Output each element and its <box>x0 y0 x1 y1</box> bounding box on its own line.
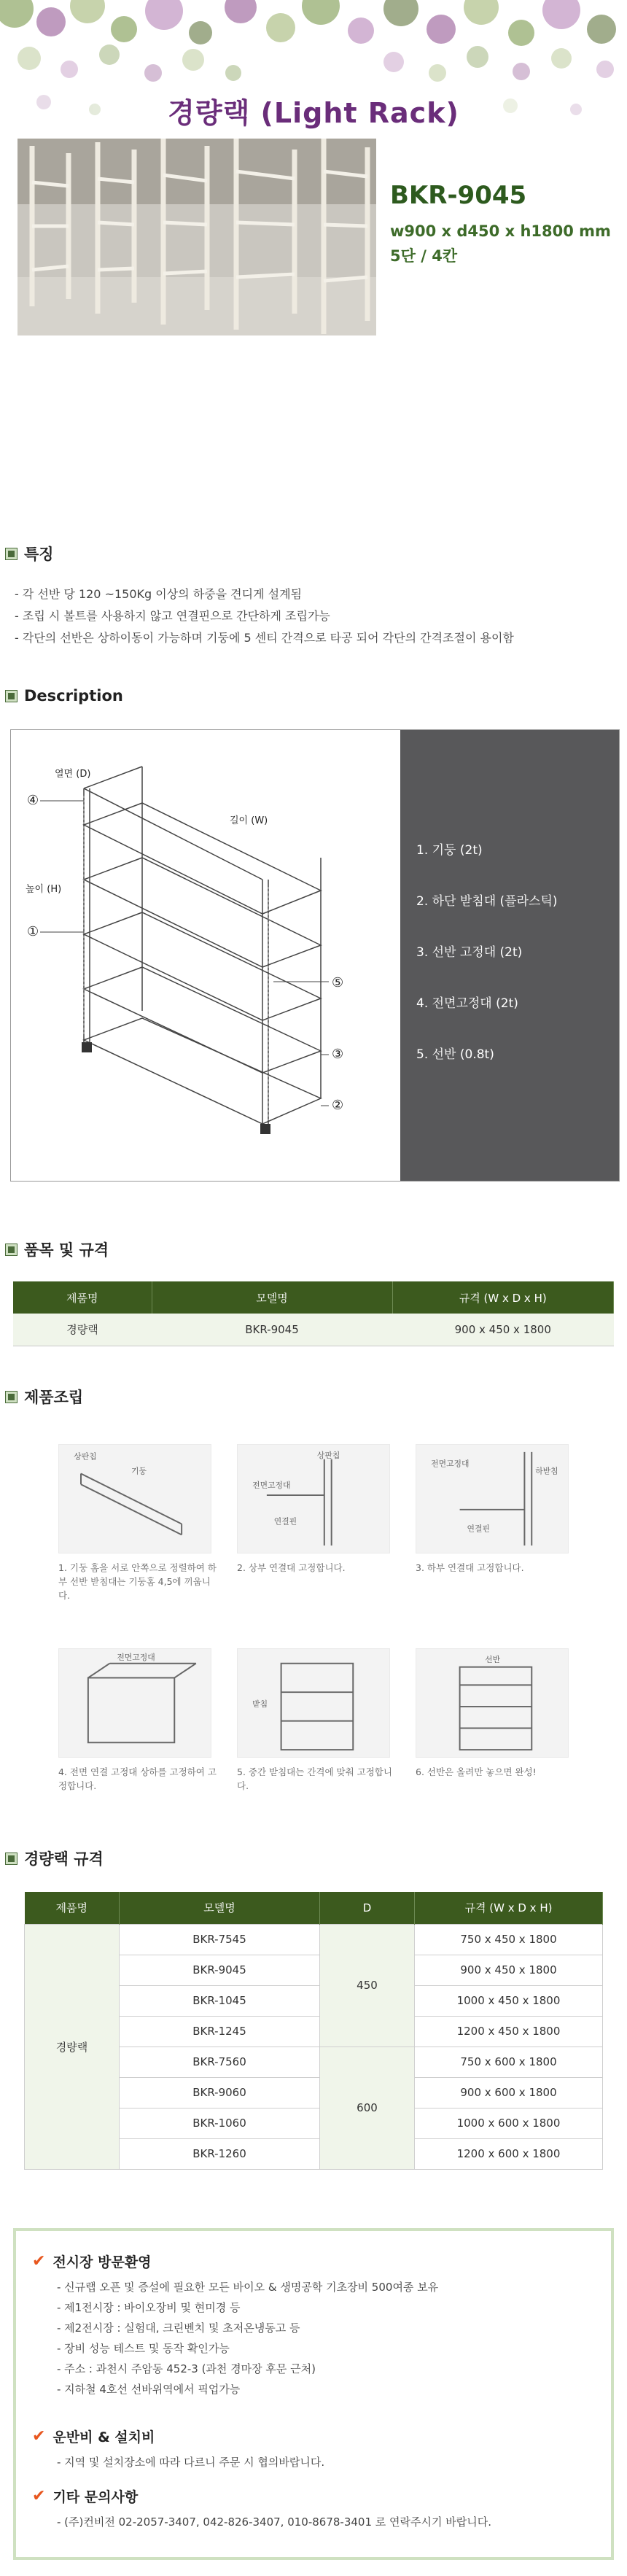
check-icon: ✔ <box>32 2486 46 2505</box>
assembly-illustration <box>416 1648 569 1758</box>
part-item: 5. 선반 (0.8t) <box>416 1047 494 1062</box>
section-title: 경량랙 규격 <box>24 1850 104 1868</box>
part-item: 4. 전면고정대 (2t) <box>416 996 518 1011</box>
column-header: 제품명 <box>25 1892 120 1924</box>
table-cell: 900 x 450 x 1800 <box>392 1314 614 1346</box>
svg-text:상판칩: 상판칩 <box>74 1451 97 1462</box>
assembly-caption: 2. 상부 연결대 고정합니다. <box>237 1562 346 1573</box>
svg-text:상판칩: 상판칩 <box>316 1450 340 1460</box>
marker-3: ③ <box>332 1047 344 1062</box>
column-header: D <box>320 1892 415 1924</box>
info-line: - 지역 및 설치장소에 따라 다르니 주문 시 협의바랍니다. <box>57 2456 325 2469</box>
info-line: - 제1전시장 : 바이오장비 및 현미경 등 <box>57 2301 241 2314</box>
product-dimensions: w900 x d450 x h1800 mm <box>390 222 611 240</box>
product-cell: 경량랙 <box>25 1924 120 2169</box>
marker-4: ④ <box>27 793 39 808</box>
svg-text:전면고정대: 전면고정대 <box>431 1459 470 1469</box>
square-bullet-icon <box>6 548 17 559</box>
info-section-showroom <box>32 2251 438 2400</box>
section-description <box>6 687 123 705</box>
features-list <box>15 583 514 649</box>
table-row <box>13 1314 614 1346</box>
product-tiers: 5단 / 4칸 <box>390 247 458 265</box>
svg-text:기둥: 기둥 <box>131 1466 147 1476</box>
label-height: 높이 (H) <box>26 884 62 895</box>
svg-text:받침: 받침 <box>252 1699 268 1709</box>
section-spec <box>6 1238 109 1260</box>
svg-text:선반: 선반 <box>485 1654 501 1664</box>
model-cell: BKR-9060 <box>120 2077 320 2108</box>
label-depth: 열면 (D) <box>55 769 91 780</box>
label-width: 길이 (W) <box>230 815 268 826</box>
square-bullet-icon <box>6 1244 17 1255</box>
page-title: 경량랙 (Light Rack) <box>168 97 459 129</box>
assembly-illustration <box>58 1444 211 1553</box>
part-item: 3. 선반 고정대 (2t) <box>416 945 523 960</box>
model-cell: BKR-7545 <box>120 1924 320 1955</box>
size-cell: 900 x 600 x 1800 <box>415 2077 603 2108</box>
svg-text:연결핀: 연결핀 <box>467 1524 490 1534</box>
rack-drawing <box>11 730 397 1181</box>
part-item: 2. 하단 받침대 (플라스틱) <box>416 894 558 909</box>
column-header: 제품명 <box>13 1281 152 1314</box>
info-line: - 장비 성능 테스트 및 동작 확인가능 <box>57 2342 230 2355</box>
spec-table <box>13 1281 614 1346</box>
marker-5: ⑤ <box>332 975 344 990</box>
model-cell: BKR-1060 <box>120 2108 320 2138</box>
svg-text:하받침: 하받침 <box>535 1466 558 1476</box>
section-title: 특징 <box>24 546 54 563</box>
assembly-caption: 1. 기둥 홈을 서로 안쪽으로 정렬하여 하부 선반 받침대는 기둥홈 4,5에 끼웁니다. <box>58 1562 217 1601</box>
square-bullet-icon <box>6 691 17 702</box>
assembly-caption: 4. 전면 연결 고정대 상하를 고정하여 고정합니다. <box>58 1766 217 1791</box>
feature-line: - 조립 시 볼트를 사용하지 않고 연결핀으로 간단하게 조립가능 <box>15 609 330 623</box>
assembly-step <box>237 1444 397 1575</box>
assembly-illustration <box>416 1444 569 1553</box>
model-cell: BKR-1045 <box>120 1985 320 2016</box>
column-header: 모델명 <box>152 1281 392 1314</box>
rack-diagram <box>11 730 397 1181</box>
shelving-photo <box>17 139 376 335</box>
marker-1: ① <box>27 924 39 939</box>
size-cell: 750 x 450 x 1800 <box>415 1924 603 1955</box>
marker-2: ② <box>332 1098 344 1113</box>
info-title: 전시장 방문환영 <box>52 2254 152 2270</box>
depth-cell: 600 <box>320 2047 415 2169</box>
assembly-illustration <box>237 1648 390 1758</box>
table-row <box>25 1924 603 1955</box>
column-header: 규격 (W x D x H) <box>415 1892 603 1924</box>
assembly-step <box>237 1648 397 1793</box>
square-bullet-icon <box>6 1853 17 1864</box>
square-bullet-icon <box>6 1392 17 1403</box>
size-cell: 1200 x 450 x 1800 <box>415 2016 603 2047</box>
check-icon: ✔ <box>32 2426 46 2445</box>
svg-text:전면고정대: 전면고정대 <box>252 1481 291 1491</box>
info-title: 운반비 & 설치비 <box>52 2429 155 2445</box>
parts-list <box>400 730 619 1181</box>
column-header: 모델명 <box>120 1892 320 1924</box>
section-features <box>6 543 54 565</box>
info-line: - 신규랩 오픈 및 증설에 필요한 모든 바이오 & 생명공학 기초장비 500여종 보유 <box>57 2281 439 2294</box>
check-icon: ✔ <box>32 2251 46 2270</box>
size-cell: 1000 x 600 x 1800 <box>415 2108 603 2138</box>
size-cell: 900 x 450 x 1800 <box>415 1955 603 1985</box>
svg-text:연결핀: 연결핀 <box>273 1516 297 1526</box>
part-item: 1. 기둥 (2t) <box>416 843 483 858</box>
assembly-caption: 5. 중간 받침대는 간격에 맞춰 고정합니다. <box>237 1766 392 1791</box>
feature-line: - 각 선반 당 120 ~150Kg 이상의 하중을 견디게 설계됨 <box>15 587 302 601</box>
info-section-contact <box>32 2486 491 2532</box>
size-cell: 1200 x 600 x 1800 <box>415 2138 603 2169</box>
assembly-step <box>58 1648 219 1793</box>
product-code: BKR-9045 <box>390 181 527 210</box>
assembly-step <box>416 1648 576 1779</box>
model-cell: BKR-7560 <box>120 2047 320 2077</box>
info-section-delivery <box>32 2426 324 2472</box>
description-box <box>10 729 620 1182</box>
info-line: - 제2전시장 : 실험대, 크린벤치 및 초저온냉동고 등 <box>57 2321 300 2335</box>
section-title: Description <box>24 687 123 705</box>
size-cell: 750 x 600 x 1800 <box>415 2047 603 2077</box>
info-line: - 주소 : 과천시 주암동 452-3 (과천 경마장 후문 근처) <box>57 2362 316 2375</box>
assembly-caption: 3. 하부 연결대 고정합니다. <box>416 1562 524 1573</box>
model-cell: BKR-1260 <box>120 2138 320 2169</box>
table-cell: BKR-9045 <box>152 1314 392 1346</box>
section-title: 제품조립 <box>24 1389 84 1406</box>
section-title: 품목 및 규격 <box>24 1241 109 1259</box>
section-rack-spec <box>6 1847 104 1869</box>
assembly-caption: 6. 선반은 올려만 놓으면 완성! <box>416 1766 537 1777</box>
rack-spec-table <box>24 1892 603 2170</box>
assembly-illustration <box>58 1648 211 1758</box>
assembly-step <box>416 1444 576 1575</box>
size-cell: 1000 x 450 x 1800 <box>415 1985 603 2016</box>
feature-line: - 각단의 선반은 상하이동이 가능하며 기둥에 5 센티 간격으로 타공 되어 각단의 간격조절이 용이함 <box>15 631 514 645</box>
depth-cell: 450 <box>320 1924 415 2047</box>
info-title: 기타 문의사항 <box>52 2489 139 2505</box>
info-box <box>13 2228 614 2560</box>
column-header: 규격 (W x D x H) <box>392 1281 614 1314</box>
section-assembly <box>6 1386 83 1408</box>
header-banner <box>0 0 627 153</box>
model-cell: BKR-9045 <box>120 1955 320 1985</box>
model-cell: BKR-1245 <box>120 2016 320 2047</box>
table-cell: 경량랙 <box>13 1314 152 1346</box>
assembly-illustration <box>237 1444 390 1553</box>
info-line: - (주)컨비전 02-2057-3407, 042-826-3407, 010-8678-3401 로 연락주시기 바랍니다. <box>57 2515 491 2529</box>
assembly-step <box>58 1444 219 1602</box>
info-line: - 지하철 4호선 선바위역에서 픽업가능 <box>57 2383 241 2396</box>
svg-text:전면고정대: 전면고정대 <box>117 1652 155 1662</box>
